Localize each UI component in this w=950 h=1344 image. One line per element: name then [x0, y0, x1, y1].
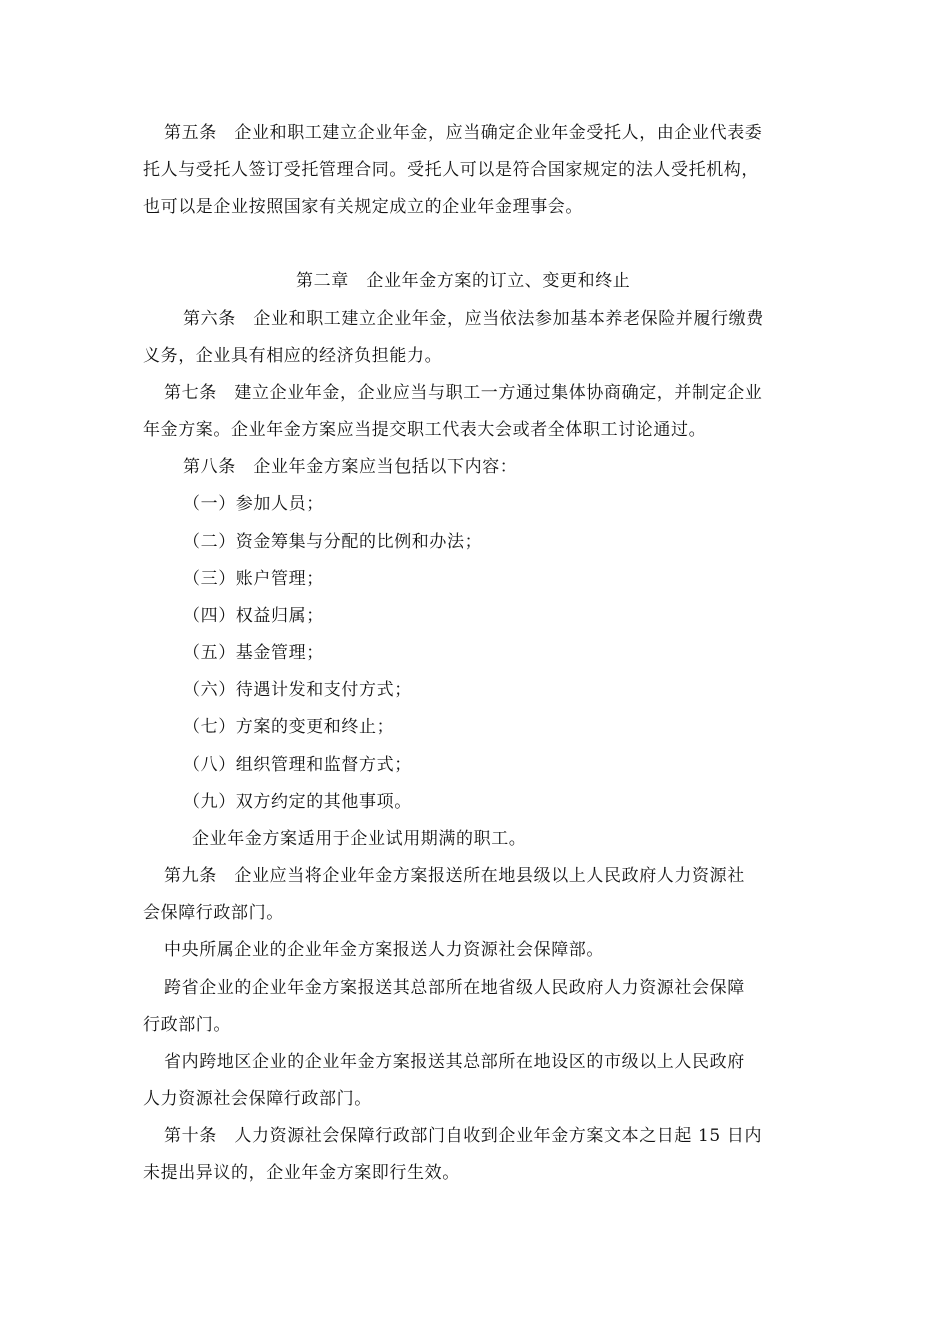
article-8-item: （五）基金管理；: [183, 643, 324, 663]
article-8-intro: 第八条 企业年金方案应当包括以下内容：: [183, 457, 518, 477]
article-8-item: （四）权益归属；: [183, 606, 324, 626]
article-8-item: （八）组织管理和监督方式；: [183, 755, 412, 775]
article-9-line-1: 第九条 企业应当将企业年金方案报送所在地县级以上人民政府人力资源社: [164, 866, 745, 886]
article-9-cross-line-2: 行政部门。: [143, 1015, 231, 1035]
article-9-cross-line-1: 跨省企业的企业年金方案报送其总部所在地省级人民政府人力资源社会保障: [164, 978, 745, 998]
article-9-intra-line-1: 省内跨地区企业的企业年金方案报送其总部所在地设区的市级以上人民政府: [164, 1052, 745, 1072]
article-5-line-1: 第五条 企业和职工建立企业年金，应当确定企业年金受托人，由企业代表委: [164, 123, 763, 143]
article-9-intra-line-2: 人力资源社会保障行政部门。: [143, 1089, 372, 1109]
article-10-line-1: 第十条 人力资源社会保障行政部门自收到企业年金方案文本之日起 15 日内: [164, 1126, 763, 1146]
article-8-item: （三）账户管理；: [183, 569, 324, 589]
article-5-line-2: 托人与受托人签订受托管理合同。受托人可以是符合国家规定的法人受托机构，: [143, 160, 759, 180]
article-8-item: （七）方案的变更和终止；: [183, 717, 395, 737]
article-9-line-2: 会保障行政部门。: [143, 903, 284, 923]
article-8-item: （九）双方约定的其他事项。: [183, 792, 412, 812]
article-8-item: （六）待遇计发和支付方式；: [183, 680, 412, 700]
article-8-item: （二）资金筹集与分配的比例和办法；: [183, 532, 483, 552]
article-7-line-1: 第七条 建立企业年金，企业应当与职工一方通过集体协商确定，并制定企业: [164, 383, 763, 403]
article-7-line-2: 年金方案。企业年金方案应当提交职工代表大会或者全体职工讨论通过。: [143, 420, 707, 440]
article-6-line-1: 第六条 企业和职工建立企业年金，应当依法参加基本养老保险并履行缴费: [183, 309, 764, 329]
article-8-note: 企业年金方案适用于企业试用期满的职工。: [192, 829, 527, 849]
article-5-line-3: 也可以是企业按照国家有关规定成立的企业年金理事会。: [143, 197, 583, 217]
article-9-central: 中央所属企业的企业年金方案报送人力资源社会保障部。: [164, 940, 604, 960]
article-10-line-2: 未提出异议的，企业年金方案即行生效。: [143, 1163, 460, 1183]
article-8-item: （一）参加人员；: [183, 494, 324, 514]
article-6-line-2: 义务，企业具有相应的经济负担能力。: [143, 346, 443, 366]
chapter-2-title: 第二章 企业年金方案的订立、变更和终止: [296, 271, 631, 291]
